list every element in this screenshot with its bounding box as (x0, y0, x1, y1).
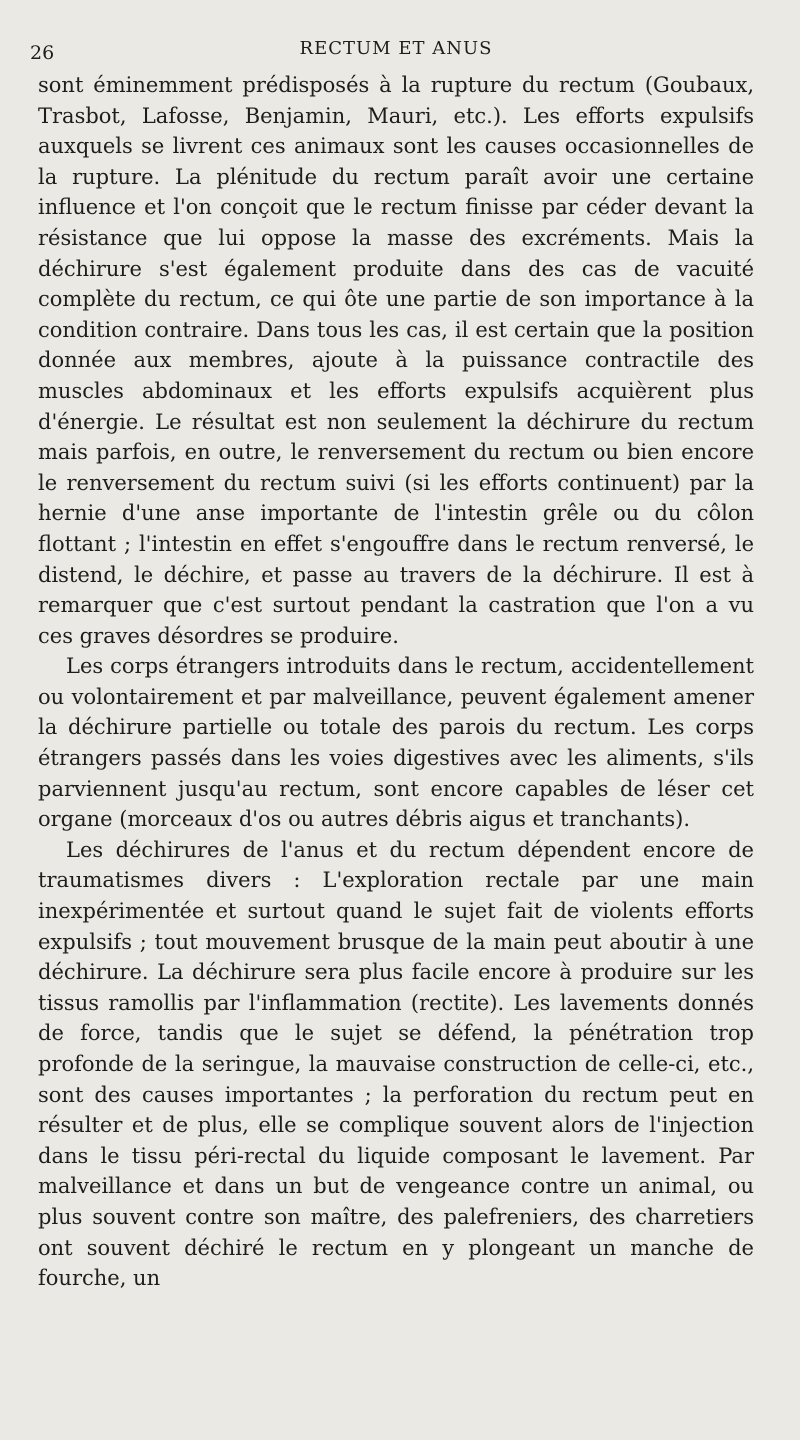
body-text (38, 70, 754, 1294)
page-header (30, 34, 754, 70)
running-head: RECTUM ET ANUS (299, 38, 493, 59)
page-number: 26 (30, 42, 55, 64)
paragraph-2: Les corps étrangers introduits dans le rectum, accidentellement ou volontairement et par malveillance, peuvent également amener la déchirure partielle ou totale des parois du rectum. Les corps étrangers passés dans les voies digestives avec les aliments, s'ils parviennent jusqu'au rectum, sont encore capables de léser cet organe (morceaux d'os ou autres débris aigus et tranchants). (38, 654, 754, 832)
paragraph-1: sont éminemment prédisposés à la rupture du rectum (Goubaux, Trasbot, Lafosse, Benjamin, Mauri, etc.). Les efforts expulsifs auxquels se livrent ces animaux sont les causes occasionnelles de la rupture. La plénitude du rectum paraît avoir une certaine influence et l'on conçoit que le rectum finisse par céder devant la résistance que lui oppose la masse des excréments. Mais la déchirure s'est également produite dans des cas de vacuité complète du rectum, ce qui ôte une partie de son importance à la condition contraire. Dans tous les cas, il est certain que la position donnée aux membres, ajoute à la puissance contractile des muscles abdominaux et les efforts expulsifs acquièrent plus d'énergie. Le résultat est non seulement la déchirure du rectum mais parfois, en outre, le renversement du rectum ou bien encore le renversement du rectum suivi (si les efforts continuent) par la hernie d'une anse importante de l'intestin grêle ou du côlon flottant ; l'intestin en effet s'engouffre dans le rectum renversé, le distend, le déchire, et passe au travers de la déchirure. Il est à remarquer que c'est surtout pendant la castration que l'on a vu ces graves désordres se produire. (38, 73, 754, 648)
paragraph-3: Les déchirures de l'anus et du rectum dépendent encore de traumatismes divers : L'exploration rectale par une main inexpérimentée et surtout quand le sujet fait de violents efforts expulsifs ; tout mouvement brusque de la main peut aboutir à une déchirure. La déchirure sera plus facile encore à produire sur les tissus ramollis par l'inflammation (rectite). Les lavements donnés de force, tandis que le sujet se défend, la pénétration trop profonde de la seringue, la mauvaise construction de celle-ci, etc., sont des causes importantes ; la perforation du rectum peut en résulter et de plus, elle se complique souvent alors de l'injection dans le tissu péri-rectal du liquide composant le lavement. Par malveillance et dans un but de vengeance contre un animal, ou plus souvent contre son maître, des palefreniers, des charretiers ont souvent déchiré le rectum en y plongeant un manche de fourche, un (38, 837, 754, 1291)
